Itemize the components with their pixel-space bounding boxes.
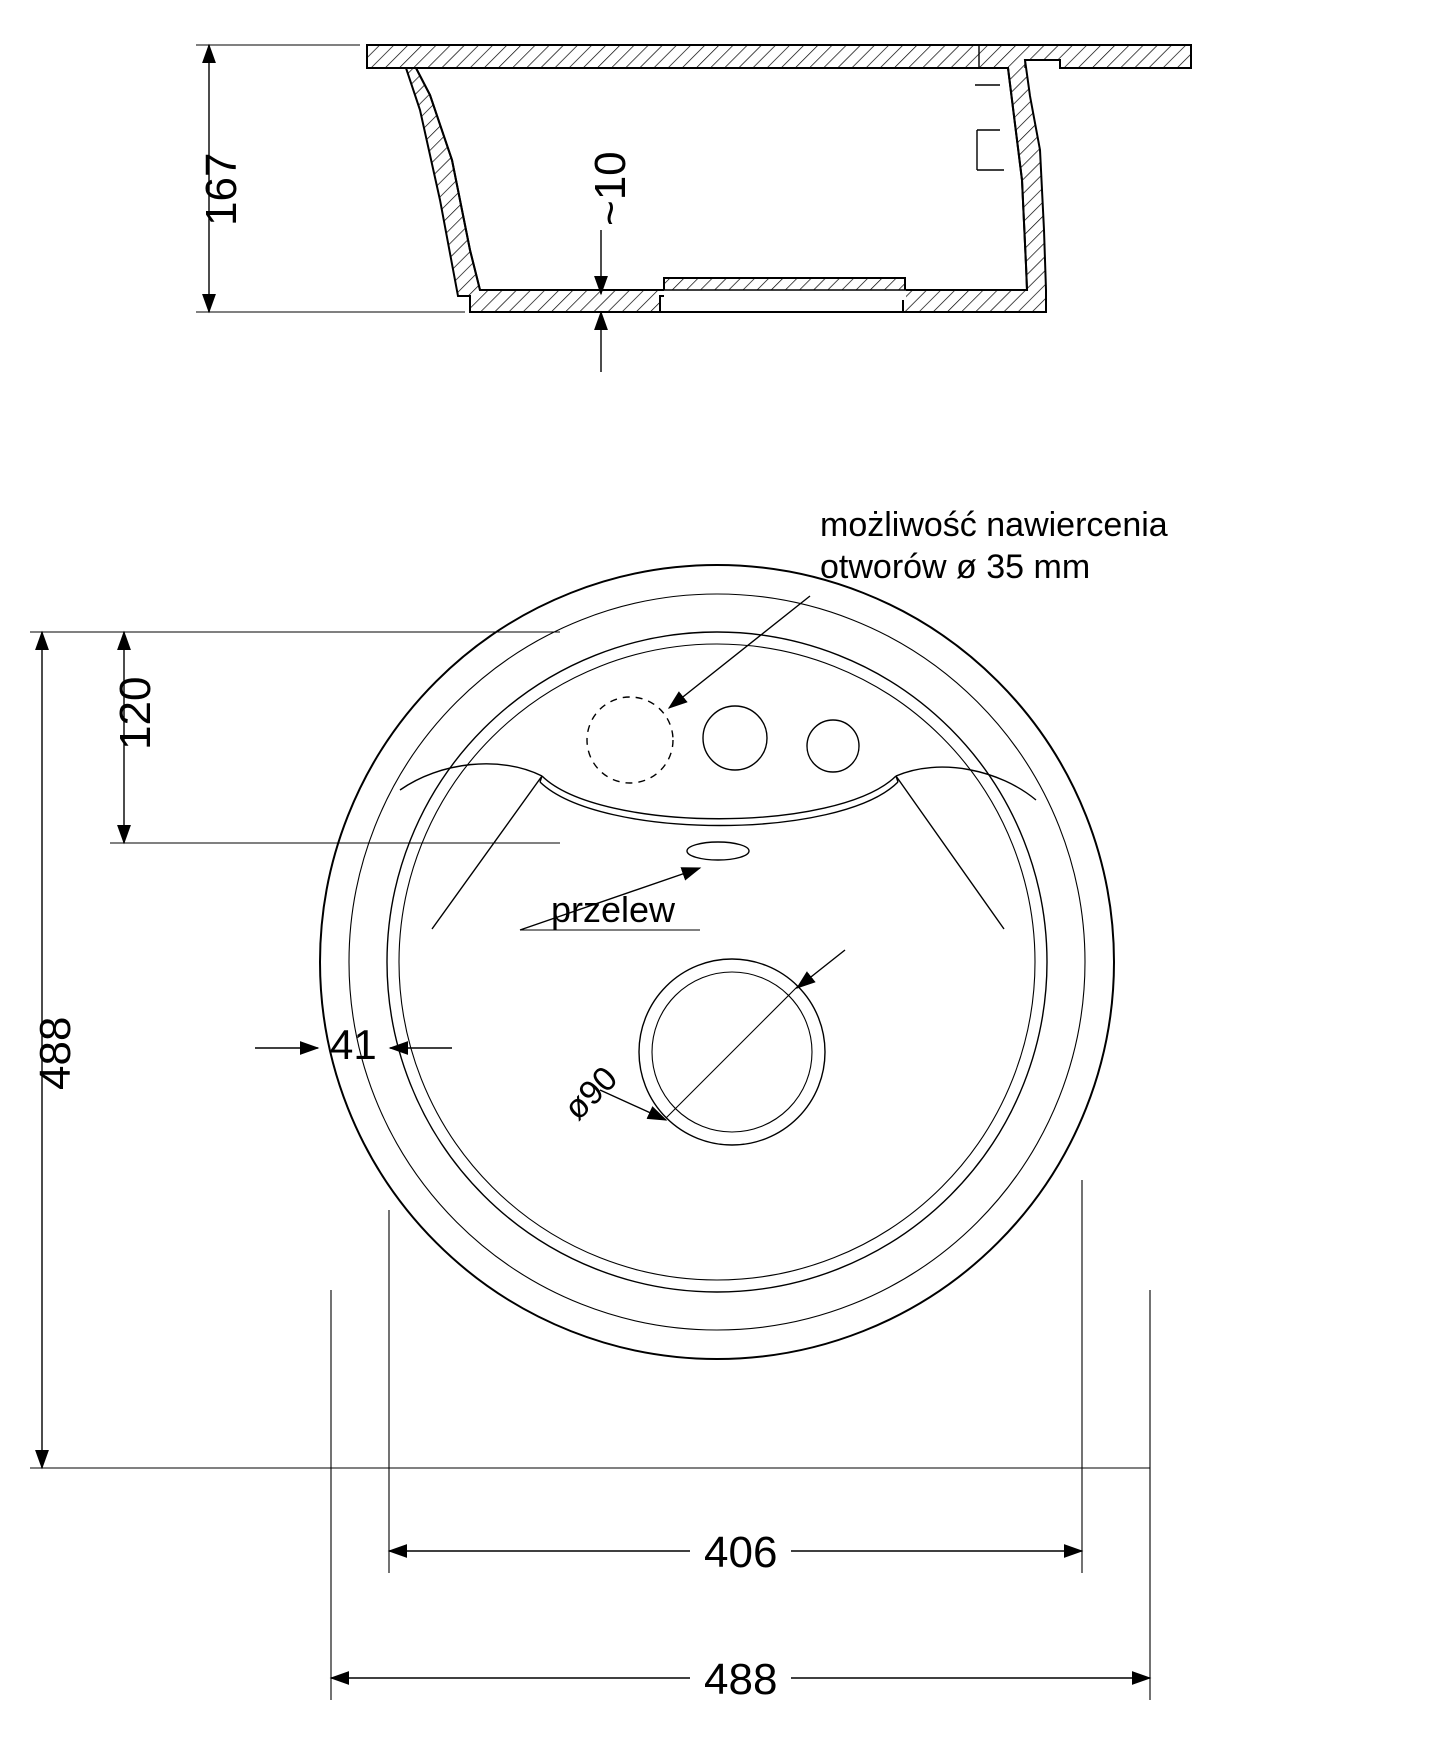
dim-label-120: 120 — [111, 676, 160, 750]
dim-label-167: 167 — [197, 152, 246, 226]
dim-label-406: 406 — [690, 1527, 791, 1579]
tap-holes-note-line2: otworów ø 35 mm — [820, 548, 1091, 586]
dim-label-approx-10: ~10 — [586, 151, 635, 226]
dim-406-horizontal — [389, 1180, 1082, 1573]
dim-label-488-horizontal: 488 — [690, 1654, 791, 1706]
tap-hole-2 — [807, 720, 859, 772]
dim-label-488-vertical: 488 — [31, 1016, 80, 1090]
overflow-note: przelew — [551, 889, 676, 930]
dim-label-drain-diameter: ø90 — [556, 1059, 626, 1128]
tap-holes-note-line1: możliwość nawiercenia — [820, 506, 1168, 544]
tap-hole-1 — [703, 706, 767, 770]
dim-label-41: 41 — [330, 1021, 377, 1068]
dim-488-horizontal — [331, 1290, 1150, 1700]
optional-tap-hole — [587, 697, 673, 783]
section-view — [196, 45, 1191, 372]
top-view — [30, 565, 1150, 1700]
